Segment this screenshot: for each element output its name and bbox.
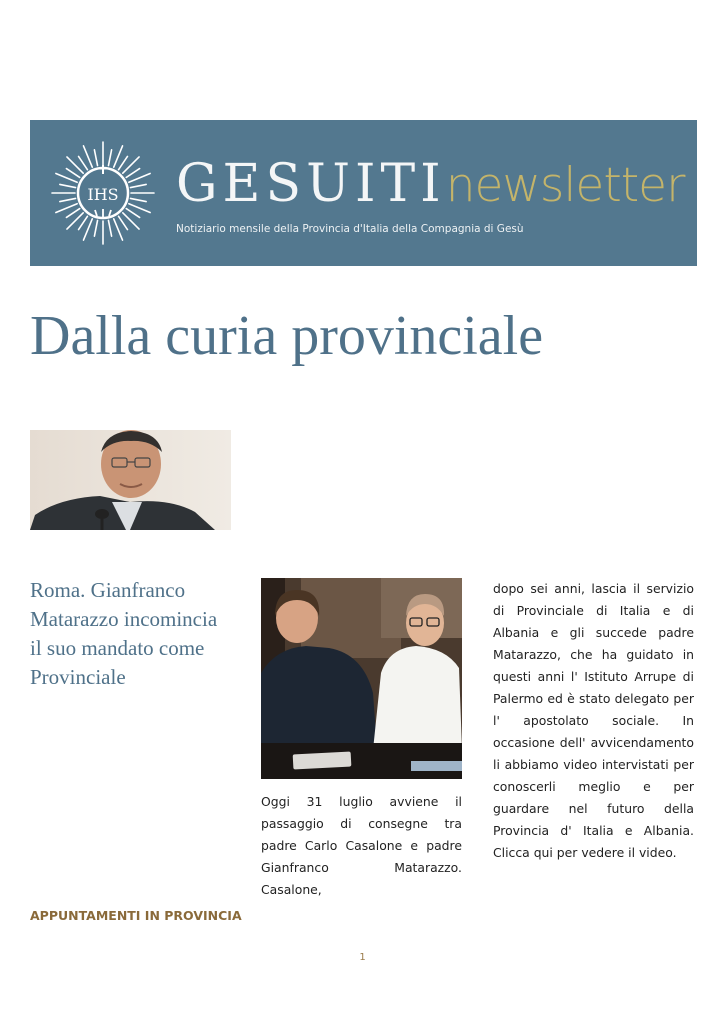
seal-ray <box>79 156 88 169</box>
jesuit-seal-icon <box>50 140 156 246</box>
brand-wordmark <box>176 154 684 216</box>
page-number: 1 <box>359 952 366 963</box>
section-heading: APPUNTAMENTI IN PROVINCIA <box>30 908 242 923</box>
seal-ray <box>126 169 139 178</box>
article-body-column-3: dopo sei anni, lascia il servizio di Provinciale di Italia e di Albania e gli succede padre Matarazzo, che ha guidato in questi anni l' Istituto Arrupe di Palermo ed è stato delegato per l' apostolato sociale. In occasione dell' avvicendamento li abbiamo video intervistati per conoscerli meglio e per guardare nel futuro della Provincia d' Italia e Albania. Clicca qui per vedere il video. <box>493 581 694 860</box>
seal-ray <box>129 173 150 182</box>
seal-ray <box>83 219 92 240</box>
seal-ray <box>94 220 97 236</box>
seal-ray <box>66 209 79 218</box>
page-title: Dalla curia provinciale <box>30 305 544 367</box>
seal-ray <box>114 219 123 240</box>
seal-ray <box>130 184 146 187</box>
tagline: Notiziario mensile della Provincia d'Italia della Compagnia di Gesù <box>176 223 524 235</box>
seal-ray <box>60 198 76 201</box>
seal-ray <box>60 184 76 187</box>
brand-main: GESUITI <box>176 154 446 214</box>
seal-ray <box>56 204 77 213</box>
seal-ray <box>119 216 128 229</box>
seal-ray <box>83 146 92 167</box>
seal-ray <box>56 173 77 182</box>
ihs-monogram: IHS <box>87 185 119 204</box>
article-body-column-2: Oggi 31 luglio avviene il passaggio di consegne tra padre Carlo Casalone e padre Gianfranco Matarazzo. Casalone, <box>261 794 462 897</box>
seal-ray <box>66 169 79 178</box>
seal-ray <box>119 156 128 169</box>
seal-ray <box>94 150 97 166</box>
article-headline: Roma. Gianfranco Matarazzo incomincia il suo mandato come Provinciale <box>30 578 218 689</box>
seal-ray <box>114 146 123 167</box>
newsletter-banner <box>30 120 697 266</box>
portrait-photo <box>30 430 231 530</box>
seal-ray <box>129 204 150 213</box>
brand-sub: newsletter <box>445 158 685 213</box>
seal-ray <box>79 216 88 229</box>
seal-ray <box>108 150 111 166</box>
seal-ray <box>130 198 146 201</box>
seal-ray <box>108 220 111 236</box>
interview-photo[interactable] <box>261 578 462 779</box>
seal-ray <box>126 209 139 218</box>
